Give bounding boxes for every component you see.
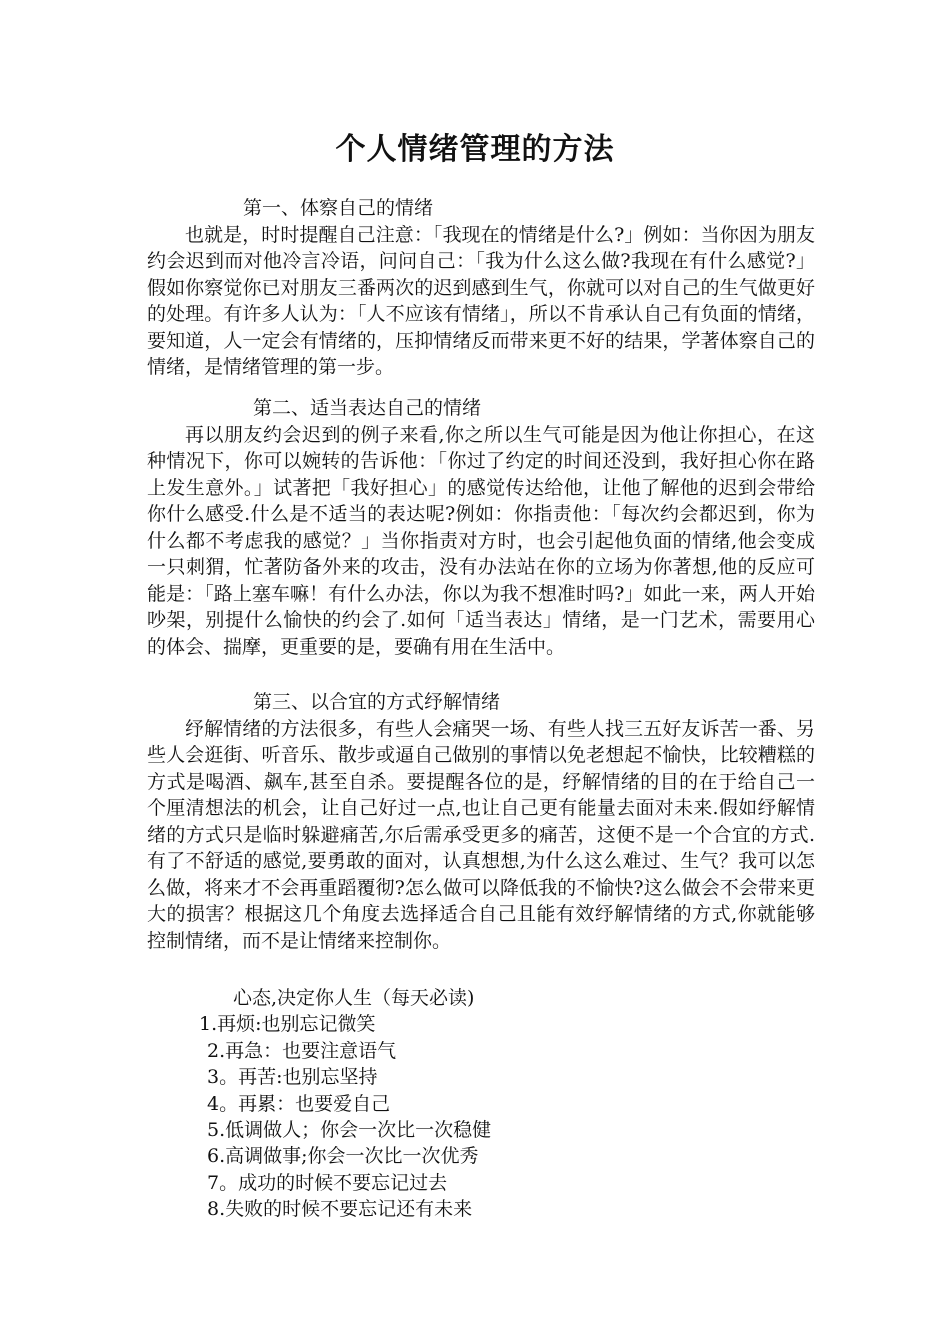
section-3: [147, 689, 815, 954]
section-paragraph: 也就是，时时提醒自己注意：「我现在的情绪是什么?」例如：当你因为朋友约会迟到而对他冷言冷语，问问自己：「我为什么这么做?我现在有什么感觉?」假如你察觉你已对朋友三番两次的迟到感到生气，你就可以对自己的生气做更好的处理。有许多人认为：「人不应该有情绪」，所以不肯承认自己有负面的情绪，要知道，人一定会有情绪的，压抑情绪反而带来更不好的结果，学著体察自己的情绪，是情绪管理的第一步。: [147, 223, 815, 378]
list-item: 4。再累：也要爱自己: [207, 1092, 391, 1115]
section-heading: 第二、适当表达自己的情绪: [253, 397, 482, 419]
list-item: 1.再烦:也别忘记微笑: [199, 1013, 376, 1036]
section-paragraph: 纾解情绪的方法很多，有些人会痛哭一场、有些人找三五好友诉苦一番、另些人会逛街、听音乐、散步或逼自己做别的事情以免老想起不愉快，比较糟糕的方式是喝酒、飙车,甚至自杀。要提醒各位的是，纾解情绪的目的在于给自己一个厘清想法的机会，让自己好过一点,也让自己更有能量去面对未来.假如纾解情绪的方式只是临时躲避痛苦,尔后需承受更多的痛苦，这便不是一个合宜的方式.有了不舒适的感觉,要勇敢的面对，认真想想,为什么这么难过、生气？我可以怎么做，将来才不会再重蹈覆彻?怎么做可以降低我的不愉快?这么做会不会带来更大的损害？根据这几个角度去选择适合自己且能有效纾解情绪的方式,你就能够控制情绪，而不是让情绪来控制你。: [147, 717, 815, 952]
list-title: 心态,决定你人生（每天必读): [233, 987, 475, 1009]
section-1: [147, 195, 815, 381]
list-item: 3。再苦:也别忘坚持: [207, 1066, 378, 1089]
section-heading: 第三、以合宜的方式纾解情绪: [253, 691, 501, 713]
section-paragraph: 再以朋友约会迟到的例子来看,你之所以生气可能是因为他让你担心，在这种情况下，你可以婉转的告诉他：「你过了约定的时间还没到，我好担心你在路上发生意外。」试著把「我好担心」的感觉传达给他，让他了解他的迟到会带给你什么感受.什么是不适当的表达呢?例如：你指责他：「每次约会都迟到，你为什么都不考虑我的感觉？」当你指责对方时，也会引起他负面的情绪,他会变成一只刺猬，忙著防备外来的攻击，没有办法站在你的立场为你著想,他的反应可能是：「路上塞车嘛！有什么办法，你以为我不想准时吗?」如此一来，两人开始吵架，别提什么愉快的约会了.如何「适当表达」情绪，是一门艺术，需要用心的体会、揣摩，更重要的是，要确有用在生活中。: [147, 423, 815, 658]
document-title: 个人情绪管理的方法: [335, 132, 615, 167]
section-heading: 第一、体察自己的情绪: [243, 197, 434, 219]
list-item: 7。成功的时候不要忘记过去: [207, 1171, 448, 1194]
mindset-list: [147, 985, 815, 1223]
list-item: 6.高调做事;你会一次比一次优秀: [207, 1145, 479, 1168]
section-2: [147, 395, 815, 660]
list-item: 8.失败的时候不要忘记还有未来: [207, 1198, 473, 1221]
list-item: 5.低调做人；你会一次比一次稳健: [207, 1119, 492, 1142]
list-item: 2.再急：也要注意语气: [207, 1039, 397, 1062]
